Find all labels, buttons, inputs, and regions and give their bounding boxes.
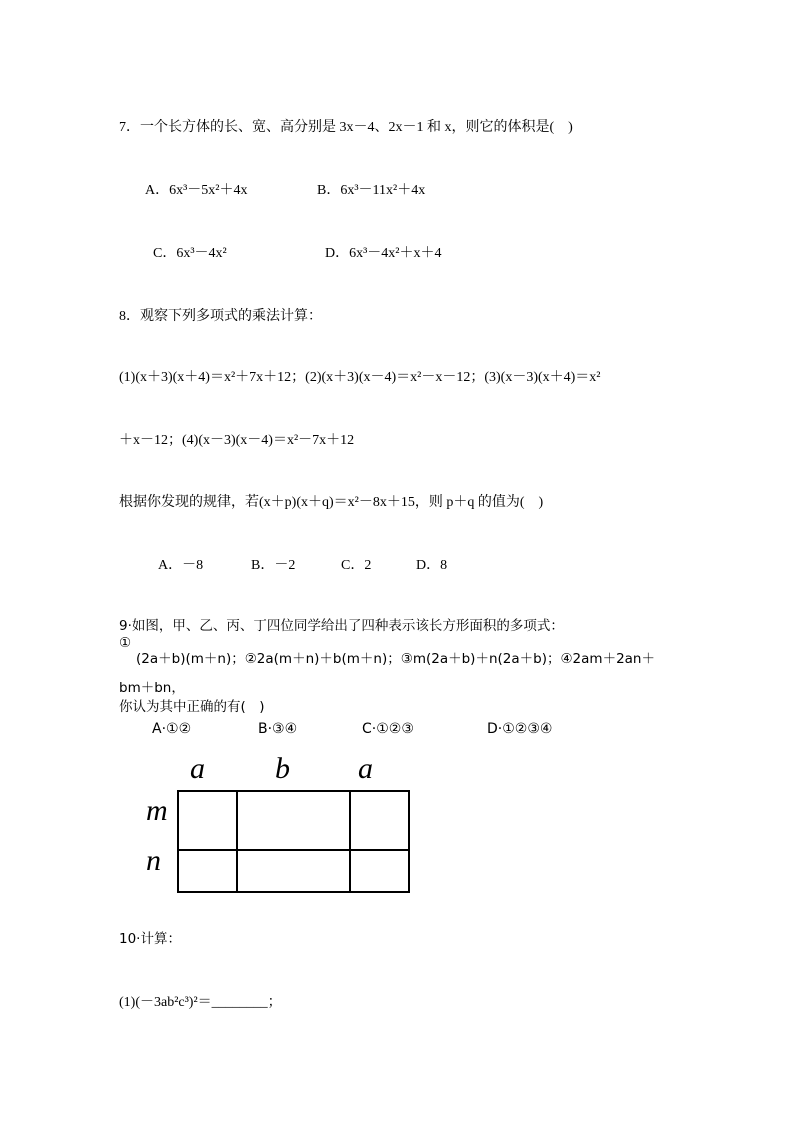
q9-expressions-cont: bm＋bn， [119,680,185,696]
q7-option-a: A．6x³－5x²＋4x [145,183,248,198]
q8-line-3: 根据你发现的规律，若(x＋p)(x＋q)＝x²－8x＋15，则 p＋q 的值为( ) [119,495,544,510]
q8-line-2: ＋x－12；(4)(x－3)(x－4)＝x²－7x＋12 [119,433,355,448]
label-a-left: a [190,752,205,785]
q7-option-b: B．6x³－11x²＋4x [317,183,426,198]
q8-option-a: A．－8 [158,558,204,573]
q7-option-c: C．6x³－4x² [153,246,227,261]
q9-expressions: (2a＋b)(m＋n)；②2a(m＋n)＋b(m＋n)；③m(2a＋b)＋n(2a＋b)；④2am＋2an＋ [136,651,655,667]
q7-option-d: D．6x³－4x²＋x＋4 [325,246,442,261]
rectangle-figure [130,750,420,900]
q8-option-b: B．－2 [251,558,296,573]
q9-option-a: A·①② [152,721,192,737]
q9-option-c: C·①②③ [362,721,414,737]
q9-ask: 你认为其中正确的有( ) [119,699,265,715]
divider-horizontal [179,849,408,851]
q9-option-d: D·①②③④ [487,721,553,737]
rectangle-outline [177,790,410,893]
divider-vertical-2 [349,792,351,891]
label-a-right: a [358,752,373,785]
q8-stem: 8．观察下列多项式的乘法计算： [119,309,322,324]
q8-option-c: C．2 [341,558,372,573]
label-b: b [275,752,290,785]
q9-option-b: B·③④ [258,721,298,737]
label-n: n [146,844,161,877]
q9-circle-1: ① [119,635,132,651]
q10-part-1: (1)(－3ab²c³)²＝________； [119,995,282,1010]
label-m: m [146,794,168,827]
q8-line-1: (1)(x＋3)(x＋4)＝x²＋7x＋12；(2)(x＋3)(x－4)＝x²－x－12；(3)(x－3)(x＋4)＝x² [119,370,601,385]
q10-stem: 10·计算： [119,931,181,947]
divider-vertical-1 [236,792,238,891]
q8-option-d: D．8 [416,558,448,573]
q9-stem: 9·如图，甲、乙、丙、丁四位同学给出了四种表示该长方形面积的多项式： [119,618,564,634]
q7-stem: 7．一个长方体的长、宽、高分别是 3x－4、2x－1 和 x，则它的体积是( ) [119,120,573,135]
